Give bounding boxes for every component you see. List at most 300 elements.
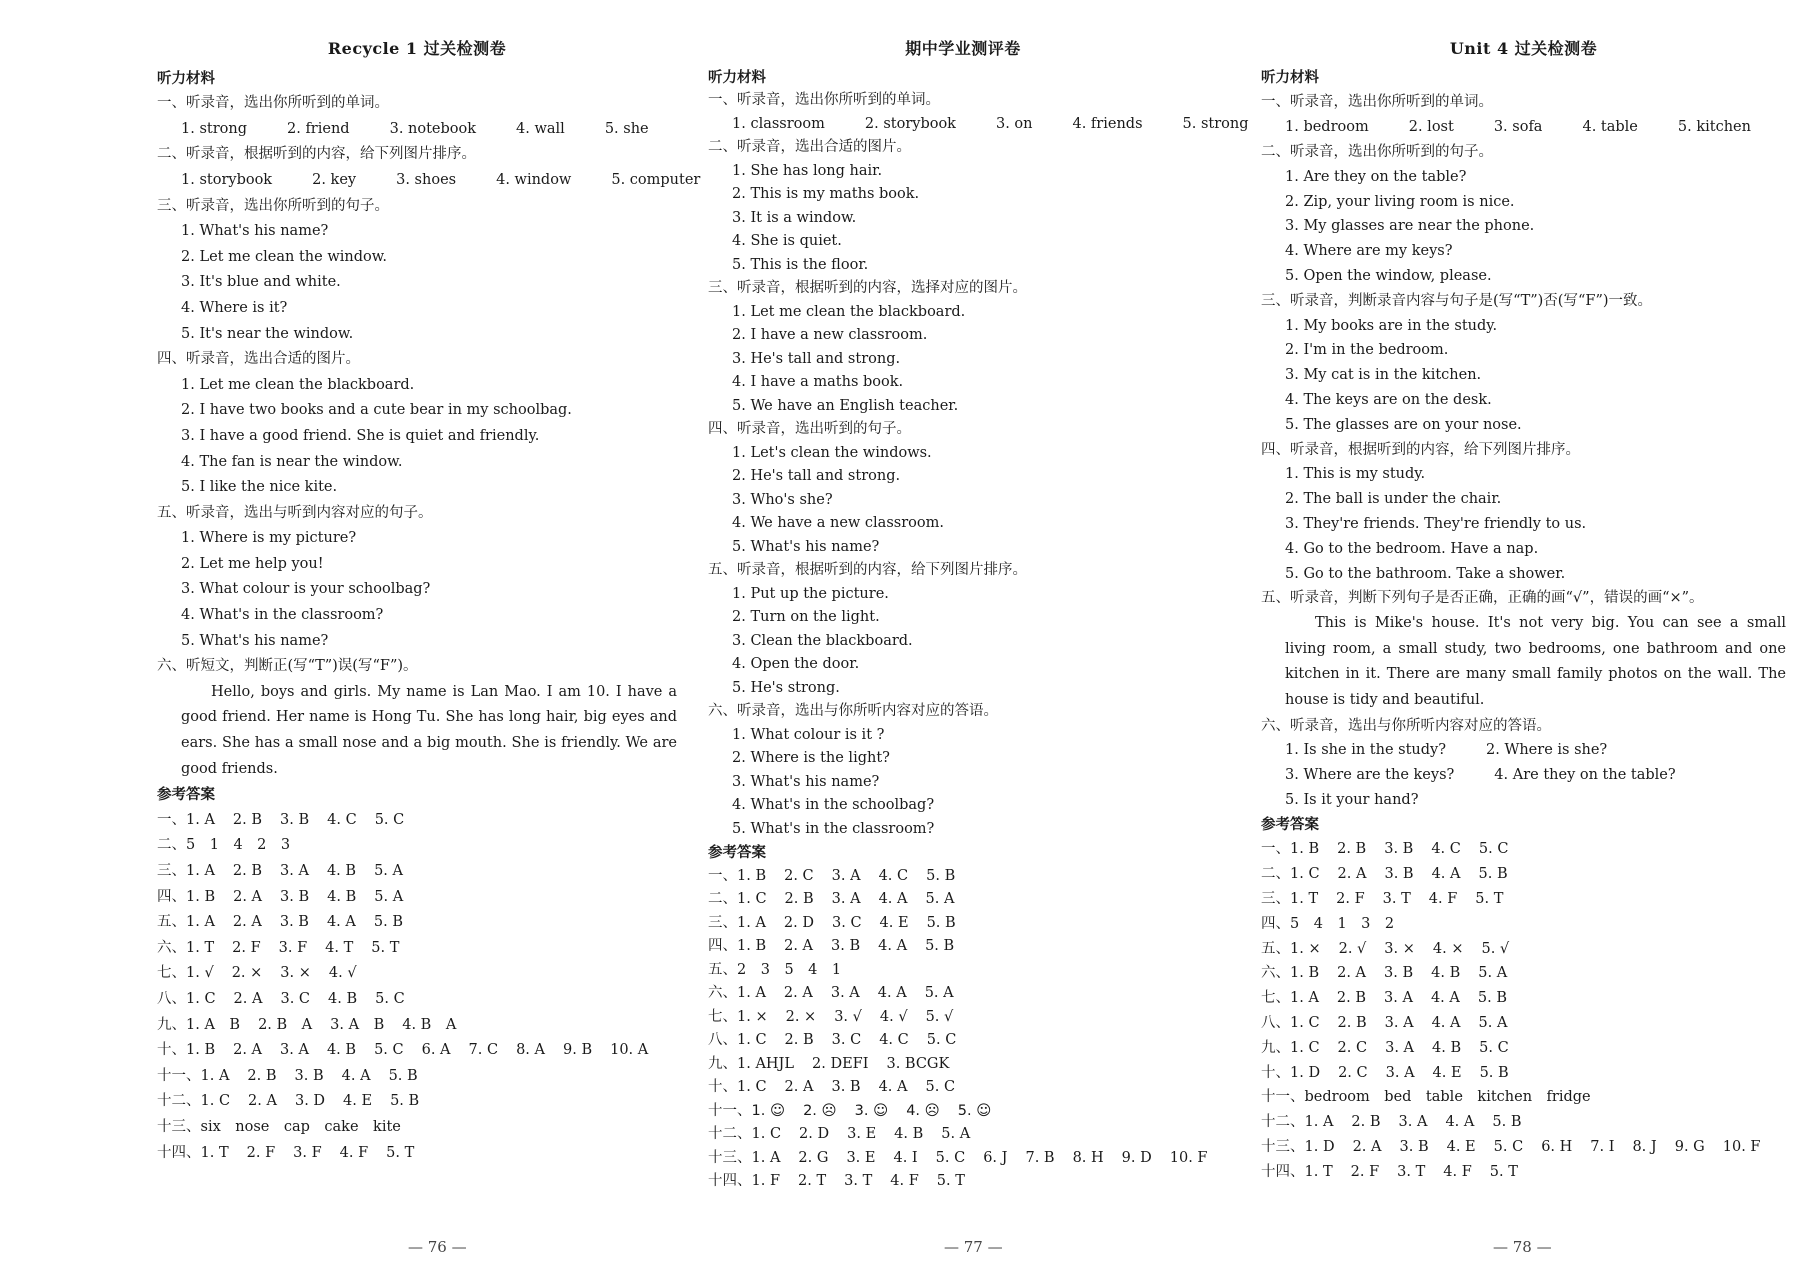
answer-item: 2. × bbox=[785, 1008, 817, 1025]
answer-item: 5. C bbox=[375, 990, 405, 1007]
question-heading: 二、听录音，选出你所听到的句子。 bbox=[1261, 143, 1493, 160]
word-item: 2. lost bbox=[1408, 119, 1454, 136]
answer-item: 4. F bbox=[890, 1173, 919, 1190]
answer-row bbox=[708, 888, 1218, 912]
answer-item: 4. B bbox=[327, 888, 357, 905]
answer-item: 2. A bbox=[1352, 1139, 1382, 1156]
answer-item: 3. E bbox=[846, 1149, 876, 1166]
question-heading: 三、听录音，判断录音内容与句子是(写“T”)否(写“F”)一致。 bbox=[1261, 292, 1653, 309]
answer-item: 5. B bbox=[1477, 990, 1507, 1007]
answer-item: 五、1. × bbox=[1261, 940, 1321, 957]
answer-item: 2. B bbox=[784, 891, 814, 908]
answer-item: 八、1. C bbox=[157, 990, 216, 1007]
answer-item: 3. A bbox=[1385, 1039, 1415, 1056]
list-item: 2. This is my maths book. bbox=[732, 186, 920, 203]
answer-item: 2. A bbox=[1337, 866, 1367, 883]
answer-item: 9. G bbox=[1674, 1139, 1705, 1156]
answer-item: 6. J bbox=[983, 1149, 1008, 1166]
page-title: Recycle 1 过关检测卷 bbox=[327, 39, 507, 58]
list-item: 5. It's near the window. bbox=[181, 325, 354, 342]
list-item: 2. I have a new classroom. bbox=[732, 327, 928, 344]
answer-item: 5. C bbox=[1493, 1139, 1524, 1156]
answer-item: 4. A bbox=[1431, 1015, 1461, 1032]
answer-row bbox=[708, 1100, 1218, 1124]
answer-item: 三、1. A bbox=[157, 863, 215, 879]
question-heading: 五、听录音，判断下列句子是否正确，正确的画“√”，错误的画“×”。 bbox=[1261, 590, 1704, 607]
list-item: 2. I have two books and a cute bear in my schoolbag. bbox=[181, 402, 572, 419]
list-item: 4. The keys are on the desk. bbox=[1285, 391, 1492, 408]
list-item: 5. What's his name? bbox=[181, 632, 329, 649]
list-item: 4. The fan is near the window. bbox=[181, 453, 403, 470]
answer-item: 2. DEFI bbox=[812, 1055, 869, 1072]
answer-item: 3. B bbox=[1384, 965, 1414, 982]
answer-item: 4. F bbox=[339, 1144, 369, 1161]
answer-item: 2. B bbox=[1337, 841, 1367, 858]
answer-item: 2. B bbox=[1351, 1114, 1381, 1131]
answer-item: 4. F bbox=[1428, 891, 1458, 908]
answer-item: 十二、1. C bbox=[708, 1126, 782, 1143]
answer-item: 三、1. T bbox=[1261, 891, 1319, 908]
answer-row bbox=[157, 808, 677, 834]
list-item: 5. We have an English teacher. bbox=[732, 397, 959, 414]
question-heading: 五、听录音，选出与听到内容对应的句子。 bbox=[157, 504, 433, 521]
answer-item: 四、5 4 1 3 2 bbox=[1261, 915, 1395, 932]
answer-row bbox=[1261, 1061, 1786, 1086]
list-item: 2. He's tall and strong. bbox=[732, 468, 901, 485]
answer-row bbox=[708, 1123, 1218, 1147]
list-item: 1. My books are in the study. bbox=[1285, 317, 1498, 334]
answer-item: 5. B bbox=[1478, 866, 1508, 883]
word-list bbox=[157, 117, 677, 143]
list-item: 5. This is the floor. bbox=[732, 256, 869, 273]
answer-row bbox=[708, 935, 1218, 959]
list-item: 2. Turn on the light. bbox=[732, 609, 880, 626]
answer-row bbox=[157, 1038, 677, 1064]
answer-item: 十三、1. D bbox=[1261, 1139, 1335, 1156]
list-item: 3. What's his name? bbox=[732, 773, 880, 790]
answer-item: 2. B bbox=[232, 863, 263, 879]
question-heading: 三、听录音，根据听到的内容，选择对应的图片。 bbox=[708, 280, 1027, 297]
word-item: 3. notebook bbox=[389, 120, 477, 137]
answer-item: 2. A bbox=[783, 985, 813, 1002]
answer-item: 七、1. × bbox=[708, 1008, 768, 1025]
answer-item: 4. E bbox=[1446, 1139, 1476, 1156]
list-item: 5. Open the window, please. bbox=[1285, 267, 1492, 284]
answer-item: 4. E bbox=[879, 914, 909, 931]
word-list bbox=[1261, 115, 1786, 140]
answer-item: 2. T bbox=[798, 1173, 827, 1190]
answer-row bbox=[708, 865, 1218, 889]
page-76 bbox=[157, 36, 701, 1166]
answer-item: 5. A bbox=[924, 985, 954, 1002]
question-heading: 一、听录音，选出你所听到的单词。 bbox=[1261, 94, 1493, 111]
answer-key bbox=[157, 808, 677, 1166]
answer-item: 八、1. C bbox=[708, 1032, 767, 1049]
answer-row bbox=[1261, 912, 1786, 937]
answer-row bbox=[157, 961, 677, 987]
answer-item: 3. C bbox=[280, 990, 311, 1007]
answer-item: 4. F bbox=[1443, 1163, 1472, 1180]
list-item: 3. Clean the blackboard. bbox=[732, 632, 913, 649]
answer-item: 5. B bbox=[926, 914, 956, 931]
answer-item: 5. C bbox=[1479, 1039, 1509, 1056]
answer-item: 3. × bbox=[1384, 940, 1415, 957]
list-item: 4. I have a maths book. bbox=[732, 374, 904, 391]
answer-item: 5. √ bbox=[1481, 940, 1510, 957]
question-heading: 五、听录音，根据听到的内容，给下列图片排序。 bbox=[708, 562, 1027, 579]
answer-item: 9. D bbox=[1121, 1149, 1152, 1166]
word-item: 3. on bbox=[995, 115, 1033, 132]
answer-item: 4. B A bbox=[402, 1016, 457, 1033]
answer-row bbox=[1261, 986, 1786, 1011]
answer-item: 四、1. B bbox=[157, 888, 216, 905]
answer-item: 2. F bbox=[246, 1144, 276, 1161]
answer-item: 3. A bbox=[831, 867, 861, 884]
answer-row bbox=[1261, 961, 1786, 986]
answer-row bbox=[157, 1141, 677, 1167]
answer-item: 3. B bbox=[1384, 841, 1414, 858]
answer-item: 5. A bbox=[374, 863, 403, 879]
page-number: — 78 — bbox=[1493, 1238, 1552, 1256]
answer-row bbox=[708, 1029, 1218, 1053]
section-label-listening: 听力材料 bbox=[708, 68, 766, 86]
answer-row bbox=[157, 859, 677, 885]
answer-item: 十二、1. C bbox=[157, 1093, 231, 1110]
answer-item: 2. B bbox=[1336, 990, 1367, 1007]
answer-item: 5. C bbox=[935, 1149, 966, 1166]
answer-item: 7. B bbox=[1025, 1149, 1055, 1166]
answer-item: 四、1. B bbox=[708, 938, 767, 955]
answer-item: 2. A bbox=[784, 1079, 814, 1096]
answer-item: 八、1. C bbox=[1261, 1015, 1320, 1032]
answer-row bbox=[1261, 937, 1786, 962]
answer-item: 4. C bbox=[1431, 841, 1461, 858]
answer-item: 七、1. A bbox=[1261, 990, 1319, 1007]
answer-item: 2. × bbox=[231, 965, 263, 982]
answer-item: 二、1. C bbox=[708, 891, 767, 908]
answer-row bbox=[157, 1089, 677, 1115]
question-heading: 四、听录音，选出合适的图片。 bbox=[157, 351, 360, 368]
answer-item: 3. B bbox=[294, 1067, 324, 1084]
answer-item: 4. B bbox=[326, 1042, 357, 1059]
word-item: 3. sofa bbox=[1493, 119, 1543, 136]
answer-item: 4. A bbox=[878, 1079, 908, 1096]
answer-item: 5. A bbox=[374, 888, 404, 905]
answer-item: 3. A bbox=[1384, 1015, 1414, 1032]
list-item-pair bbox=[1261, 763, 1786, 788]
answer-item: 十四、1. T bbox=[157, 1144, 229, 1161]
answer-item: 5. T bbox=[386, 1144, 415, 1161]
list-item: 1. Where is my picture? bbox=[181, 530, 357, 547]
answer-item: 3. A bbox=[830, 985, 860, 1002]
answer-item: 5. T bbox=[371, 939, 400, 956]
section-label-listening: 听力材料 bbox=[1261, 68, 1319, 86]
answer-item: 8. A bbox=[516, 1042, 545, 1059]
word-item: 1. storybook bbox=[181, 171, 273, 188]
answer-item: 3. C bbox=[831, 1032, 862, 1049]
answer-row bbox=[1261, 1110, 1786, 1135]
answer-item: 6. A bbox=[421, 1042, 451, 1059]
question-heading: 一、听录音，选出你所听到的单词。 bbox=[708, 92, 940, 109]
page-78 bbox=[1261, 36, 1786, 1185]
list-item: 3. It's blue and white. bbox=[181, 274, 341, 291]
list-item: 1. What colour is it ? bbox=[732, 726, 885, 743]
word-item: 3. shoes bbox=[396, 171, 457, 188]
word-item: 5. strong bbox=[1182, 115, 1249, 132]
word-item: 1. classroom bbox=[732, 115, 825, 132]
answer-item: 5. B bbox=[390, 1093, 420, 1110]
question-heading: 六、听录音，选出与你所听内容对应的答语。 bbox=[1261, 717, 1551, 734]
answer-row bbox=[1261, 837, 1786, 862]
answer-item: 3. D bbox=[294, 1093, 326, 1110]
list-item: 1. Put up the picture. bbox=[732, 585, 889, 602]
question-heading: 三、听录音，选出你所听到的句子。 bbox=[157, 197, 389, 214]
answer-item: 5. B bbox=[373, 914, 403, 931]
list-item: 3. They're friends. They're friendly to us. bbox=[1285, 515, 1587, 532]
answer-item: 3. B bbox=[831, 938, 861, 955]
answer-item: 4. ☹ bbox=[906, 1102, 940, 1119]
answer-item: 三、1. A bbox=[708, 914, 766, 931]
answer-item: 2. A bbox=[248, 1093, 277, 1110]
list-item: 4. Open the door. bbox=[732, 656, 860, 673]
answer-item: 九、1. A B bbox=[157, 1016, 241, 1033]
answer-item: 十四、1. T bbox=[1261, 1163, 1333, 1180]
answer-item: 3. E bbox=[847, 1126, 877, 1143]
answer-item: 3. × bbox=[280, 965, 311, 982]
answer-item: 4. A bbox=[1430, 990, 1460, 1007]
answer-item: 2. √ bbox=[1338, 940, 1367, 957]
answer-row bbox=[1261, 1011, 1786, 1036]
answer-item: 4. × bbox=[1432, 940, 1464, 957]
list-item: 4. Where is it? bbox=[181, 299, 288, 316]
answer-item: 5. ☺ bbox=[957, 1102, 992, 1119]
answer-item: 2. A bbox=[233, 990, 263, 1007]
answer-item: 5. B bbox=[1492, 1114, 1522, 1131]
answer-row bbox=[708, 1170, 1218, 1194]
word-item: 1. strong bbox=[181, 120, 247, 137]
list-item: 1. Let me clean the blackboard. bbox=[732, 303, 966, 320]
answer-item: 2. F bbox=[1350, 1163, 1380, 1180]
question-heading: 四、听录音，选出听到的句子。 bbox=[708, 421, 911, 438]
answer-item: 5. T bbox=[936, 1173, 965, 1190]
section-label-answers: 参考答案 bbox=[157, 786, 215, 804]
answer-item: 2. F bbox=[232, 939, 261, 956]
answer-item: 5. B bbox=[925, 938, 955, 955]
answer-item: 六、1. T bbox=[157, 939, 215, 956]
answer-item: 一、1. A bbox=[157, 811, 215, 828]
answer-item: 5. A bbox=[1478, 1015, 1508, 1032]
list-item: 4. She is quiet. bbox=[732, 233, 842, 250]
list-item: 4. We have a new classroom. bbox=[732, 515, 944, 532]
answer-item: 4. A bbox=[878, 891, 908, 908]
answer-item: 2. ☹ bbox=[803, 1102, 837, 1119]
answer-item: 2. B bbox=[1337, 1015, 1367, 1032]
list-item: 5. I like the nice kite. bbox=[181, 479, 338, 496]
answer-item: 3. T bbox=[844, 1173, 873, 1190]
word-item: 4. table bbox=[1582, 119, 1638, 136]
answer-row bbox=[1261, 887, 1786, 912]
answer-row bbox=[157, 833, 677, 859]
answer-row bbox=[1261, 862, 1786, 887]
answer-row bbox=[708, 1076, 1218, 1100]
answer-item: 10. A bbox=[610, 1042, 649, 1059]
answer-row bbox=[157, 1013, 677, 1039]
answer-item: 2. C bbox=[784, 867, 814, 884]
listening-passage: Hello, boys and girls. My name is Lan Mao. I am 10. I have a good friend. Her name is Hong Tu. She has long hair, big eyes and ears. She has a small nose and a big mouth. She is friendly. We are good friends. bbox=[181, 683, 677, 777]
answer-item: 4. √ bbox=[328, 965, 357, 982]
answer-item: 2. B bbox=[232, 811, 263, 828]
answer-item: 4. A bbox=[1431, 866, 1461, 883]
list-item: 4. Where are my keys? bbox=[1285, 243, 1453, 260]
question-heading: 二、听录音，根据听到的内容，给下列图片排序。 bbox=[157, 146, 476, 163]
answer-item: 7. C bbox=[468, 1042, 499, 1059]
answer-item: 十、1. C bbox=[708, 1079, 767, 1096]
answer-item: 十三、six nose cap cake kite bbox=[157, 1118, 401, 1135]
answer-item: 2. A bbox=[233, 888, 263, 905]
list-item: 2. Let me clean the window. bbox=[181, 248, 388, 265]
question-heading: 二、听录音，选出合适的图片。 bbox=[708, 139, 911, 156]
list-item: 1. Are they on the table? bbox=[1285, 168, 1467, 185]
answer-item: 4. √ bbox=[879, 1008, 908, 1025]
list-item: 5. The glasses are on your nose. bbox=[1285, 416, 1522, 433]
answer-row bbox=[708, 1053, 1218, 1077]
answer-item: 3. A bbox=[280, 863, 309, 879]
answer-item: 九、1. AHJL bbox=[708, 1055, 795, 1072]
list-item: 1. Let's clean the windows. bbox=[732, 444, 932, 461]
answer-item: 5. √ bbox=[925, 1008, 954, 1025]
answer-item: 9. B bbox=[563, 1042, 593, 1059]
answer-item: 五、2 3 5 4 1 bbox=[708, 961, 842, 978]
list-item: 3. He's tall and strong. bbox=[732, 350, 901, 367]
answer-item: 2. B A bbox=[258, 1016, 313, 1033]
answer-item: 3. BCGK bbox=[886, 1055, 950, 1072]
answer-item: 3. A bbox=[1398, 1114, 1428, 1131]
answer-item: 4. I bbox=[893, 1149, 918, 1166]
word-item: 2. storybook bbox=[864, 115, 956, 132]
answer-item: 5. B bbox=[926, 867, 956, 884]
answer-item: 10. F bbox=[1722, 1139, 1761, 1156]
answer-key bbox=[708, 865, 1218, 1194]
list-item: 5. Is it your hand? bbox=[1285, 791, 1419, 808]
word-item: 1. bedroom bbox=[1285, 119, 1369, 136]
answer-item: 3. √ bbox=[834, 1008, 862, 1025]
section-label-answers: 参考答案 bbox=[708, 844, 766, 862]
answer-item: 3. A bbox=[1385, 1064, 1415, 1081]
answer-item: 2. D bbox=[799, 1126, 830, 1143]
list-item: 1. Is she in the study? bbox=[1285, 742, 1446, 759]
answer-item: 4. C bbox=[878, 867, 909, 884]
list-item: 2. I'm in the bedroom. bbox=[1285, 342, 1449, 359]
answer-item: 3. B bbox=[831, 1079, 861, 1096]
list-item: 3. My cat is in the kitchen. bbox=[1285, 367, 1482, 384]
answer-item: 4. T bbox=[325, 939, 354, 956]
answer-item: 5. T bbox=[1489, 1163, 1518, 1180]
list-item: 4. Are they on the table? bbox=[1494, 767, 1676, 784]
list-item: 5. He's strong. bbox=[732, 679, 840, 696]
answer-item: 3. A bbox=[1384, 990, 1413, 1007]
answer-item: 十、1. B bbox=[157, 1042, 216, 1059]
answer-item: 5. C bbox=[926, 1032, 957, 1049]
question-heading: 六、听短文，判断正(写“T”)误(写“F”)。 bbox=[157, 658, 418, 675]
word-item: 5. she bbox=[604, 120, 649, 137]
answer-item: 七、1. √ bbox=[157, 965, 214, 982]
answer-item: 2. F bbox=[1336, 891, 1365, 908]
answer-item: 4. B bbox=[1431, 965, 1461, 982]
answer-item: 十四、1. F bbox=[708, 1173, 781, 1190]
answer-item: 4. A bbox=[1445, 1114, 1475, 1131]
list-item: 3. My glasses are near the phone. bbox=[1285, 218, 1535, 235]
answer-row bbox=[157, 987, 677, 1013]
answer-item: 4. B bbox=[894, 1126, 924, 1143]
answer-row bbox=[157, 885, 677, 911]
word-item: 4. wall bbox=[516, 120, 565, 137]
answer-item: 2. A bbox=[784, 938, 814, 955]
answer-row bbox=[157, 910, 677, 936]
list-item: 2. Where is the light? bbox=[732, 750, 890, 767]
answer-item: 4. A bbox=[877, 985, 907, 1002]
answer-item: 2. B bbox=[784, 1032, 814, 1049]
list-item: 4. What's in the classroom? bbox=[181, 607, 384, 624]
answer-item: 十二、1. A bbox=[1261, 1114, 1334, 1131]
answer-item: 4. B bbox=[1432, 1039, 1462, 1056]
answer-item: 一、1. B bbox=[708, 867, 767, 884]
word-item: 4. window bbox=[496, 171, 572, 188]
list-item: 2. Where is she? bbox=[1486, 742, 1608, 759]
answer-key bbox=[1261, 837, 1786, 1184]
word-item: 2. key bbox=[312, 171, 357, 188]
list-item: 4. What's in the schoolbag? bbox=[732, 797, 935, 814]
answer-item: 3. C bbox=[832, 914, 862, 931]
answer-item: 3. T bbox=[1397, 1163, 1426, 1180]
answer-item: 3. F bbox=[278, 939, 308, 956]
list-item: 3. I have a good friend. She is quiet and friendly. bbox=[181, 427, 540, 444]
answer-item: 3. T bbox=[1382, 891, 1411, 908]
answer-item: 2. C bbox=[1338, 1064, 1368, 1081]
list-item: 2. Zip, your living room is nice. bbox=[1285, 193, 1515, 210]
list-item: 3. Who's she? bbox=[732, 491, 833, 508]
list-item: 2. The ball is under the chair. bbox=[1285, 491, 1502, 508]
answer-item: 2. D bbox=[783, 914, 814, 931]
answer-item: 6. H bbox=[1541, 1139, 1573, 1156]
answer-item: 2. G bbox=[798, 1149, 829, 1166]
list-item: 1. This is my study. bbox=[1285, 466, 1426, 483]
answer-item: 8. H bbox=[1072, 1149, 1104, 1166]
answer-item: 六、1. A bbox=[708, 985, 766, 1002]
answer-item: 3. B bbox=[279, 914, 309, 931]
answer-row bbox=[1261, 1160, 1786, 1185]
list-item: 5. Go to the bathroom. Take a shower. bbox=[1285, 565, 1566, 582]
word-item: 5. kitchen bbox=[1677, 119, 1751, 136]
answer-item: 2. B bbox=[247, 1067, 277, 1084]
answer-item: 4. C bbox=[879, 1032, 909, 1049]
answer-item: 5. A bbox=[925, 891, 955, 908]
answer-item: 一、1. B bbox=[1261, 841, 1320, 858]
answer-item: 5. C bbox=[1478, 841, 1509, 858]
answer-row bbox=[708, 1147, 1218, 1171]
section-label-listening: 听力材料 bbox=[157, 69, 215, 87]
answer-item: 3. ☺ bbox=[854, 1102, 889, 1119]
answer-item: 十、1. D bbox=[1261, 1064, 1321, 1081]
answer-item: 2. C bbox=[1337, 1039, 1368, 1056]
word-list bbox=[708, 113, 1249, 137]
answer-item: 4. B bbox=[326, 863, 357, 879]
answer-item: 4. A bbox=[878, 938, 908, 955]
page-title: Unit 4 过关检测卷 bbox=[1449, 39, 1598, 58]
answer-item: 5. B bbox=[1479, 1064, 1509, 1081]
answer-item: 5. A bbox=[941, 1126, 971, 1143]
answer-row bbox=[1261, 1085, 1786, 1110]
answer-item: 2. A bbox=[1337, 965, 1367, 982]
